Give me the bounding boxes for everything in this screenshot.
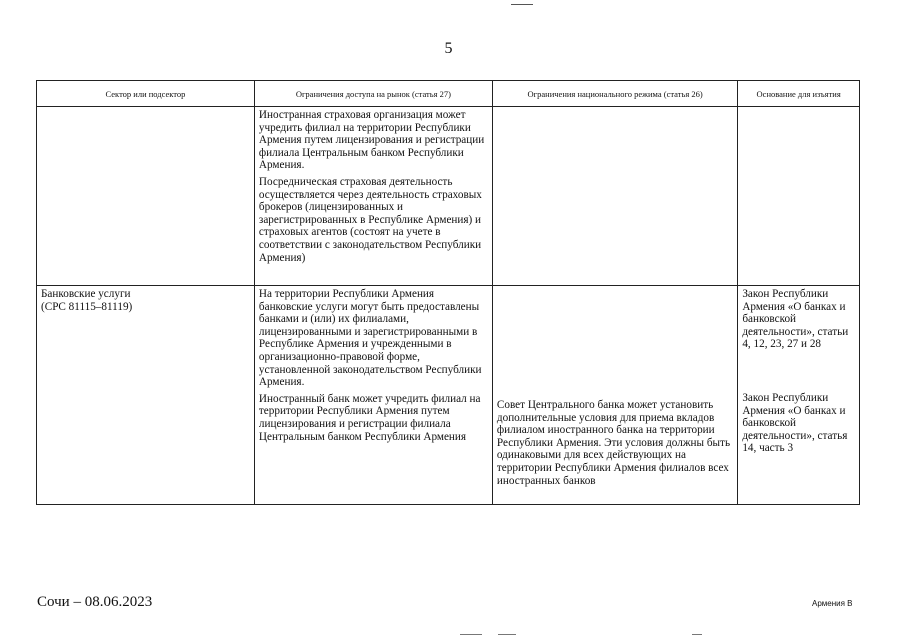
header-basis: Основание для изъятия [738,81,860,107]
cell-sector [37,286,255,505]
header-sector: Сектор или подсектор [37,81,255,107]
scan-mark [460,634,482,635]
table-header-row [37,81,860,107]
exemptions-table [36,80,860,505]
cell-basis [738,286,860,505]
cell-national-treatment [492,286,737,505]
cell-basis-empty [738,107,860,286]
basis-law-paragraph-1: Закон Республики Армения «О банках и банковской деятельности», статьи 4, 12, 23, 27 и 28 [742,288,849,351]
cell-national-treatment-empty [492,107,737,286]
page-number: 5 [444,40,453,57]
cell-sector-empty [37,107,255,286]
banking-access-paragraph: На территории Республики Армения банковские услуги могут быть предоставлены банками и (или) их филиалами, лицензированными и зарегистрированными в Республике Армения и учрежденными в организационно-правовой форме, установленной законодательством Республики Армения. [258,288,482,389]
footer-place-date: Сочи – 08.06.2023 [37,594,153,610]
sector-banking-services: Банковские услуги (CPC 81115–81119) [41,288,133,313]
footer-annex-label: Армения В [812,599,853,608]
insurance-intermediary-paragraph: Посредническая страховая деятельность осуществляется через деятельность страховых брокеров (лицензированных и зарегистрированных в Республике Армения) и страховых агентов (состоят на учете в соответствии с законодательством Республики Армения) [258,175,482,264]
spacer [742,355,855,392]
cell-market-access [254,107,492,286]
header-national-treatment: Ограничения национального режима (статья 26) [492,81,737,107]
scan-mark [498,634,516,635]
header-market-access: Ограничения доступа на рынок (статья 27) [254,81,492,107]
spacer [497,288,733,399]
basis-law-paragraph-2: Закон Республики Армения «О банках и банковской деятельности», статья 14, часть 3 [742,391,848,455]
table-row-banking [37,286,860,505]
scan-mark [692,634,702,635]
insurance-branch-paragraph: Иностранная страховая организация может учредить филиал на территории Республики Армения путем лицензирования и регистрации филиала Центральным банком Республики Армения. [258,109,485,172]
national-treatment-paragraph: Совет Центрального банка может установить дополнительные условия для приема вкладов филиалом иностранного банка на территории Республики Армения. Эти условия должны быть одинаковыми для всех действующих на территории Республики Армения филиалов всех иностранных банков [496,399,731,487]
scan-mark-top [511,4,533,5]
cell-market-access [254,286,492,505]
foreign-bank-branch-paragraph: Иностранный банк может учредить филиал на территории Республики Армения путем лицензирования и регистрации филиала Центральным банком Республики Армения [258,392,481,443]
table-row-insurance-continued [37,107,860,286]
